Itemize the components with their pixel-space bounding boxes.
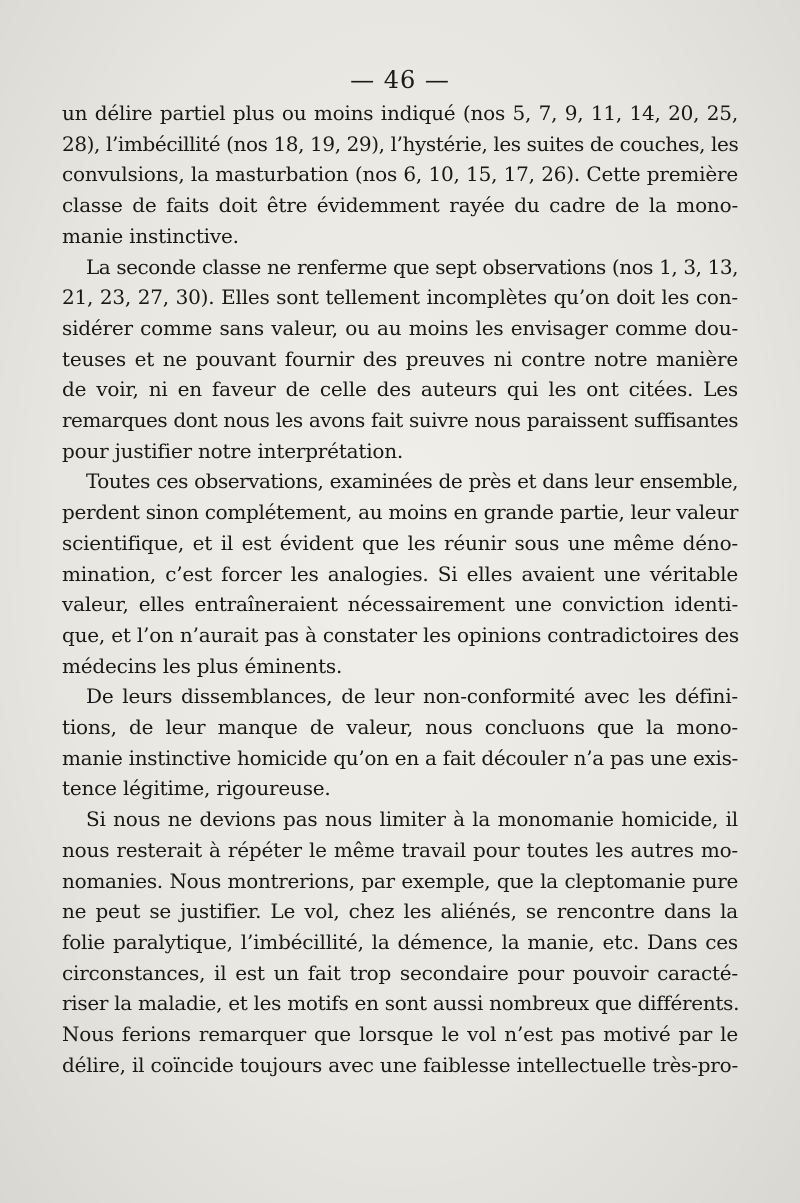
text-line: Nous ferions remarquer que lorsque le vol n’est pas motivé par le (62, 1022, 738, 1047)
text-line: nomanies. Nous montrerions, par exemple, que la cleptomanie pure (62, 868, 738, 893)
text-line: classe de faits doit être évidemment rayée du cadre de la mono- (62, 193, 738, 218)
text-line: perdent sinon complétement, au moins en grande partie, leur valeur (62, 500, 739, 525)
text-line: folie paralytique, l’imbécillité, la démence, la manie, etc. Dans ces (62, 929, 738, 954)
text-line: 21, 23, 27, 30). Elles sont tellement incomplètes qu’on doit les con- (62, 285, 738, 310)
text-line: que, et l’on n’aurait pas à constater les opinions contradictoires des (62, 622, 739, 647)
text-line: circonstances, il est un fait trop secondaire pour pouvoir caracté- (62, 960, 738, 985)
page-number: — 46 — (350, 66, 450, 94)
text-line: valeur, elles entraîneraient nécessairement une conviction identi- (62, 592, 738, 617)
text-line: 28), l’imbécillité (nos 18, 19, 29), l’hystérie, les suites de couches, les (62, 131, 739, 156)
text-line: mination, c’est forcer les analogies. Si elles avaient une véritable (62, 561, 738, 586)
text-line: sidérer comme sans valeur, ou au moins les envisager comme dou- (62, 315, 738, 340)
text-line: Si nous ne devions pas nous limiter à la monomanie homicide, il (86, 807, 738, 832)
text-line: De leurs dissemblances, de leur non-conformité avec les défini- (86, 684, 738, 709)
paragraph (62, 98, 738, 252)
text-line: La seconde classe ne renferme que sept observations (nos 1, 3, 13, (86, 254, 738, 279)
text-line: délire, il coïncide toujours avec une faiblesse intellectuelle très-pro- (62, 1052, 739, 1077)
text-line: riser la maladie, et les motifs en sont aussi nombreux que différents. (62, 991, 740, 1016)
text-line: convulsions, la masturbation (nos 6, 10, 15, 17, 26). Cette première (62, 162, 738, 187)
text-line: nous resterait à répéter le même travail pour toutes les autres mo- (62, 837, 738, 862)
body-text (62, 98, 738, 1081)
text-line: manie instinctive homicide qu’on en a fait découler n’a pas une exis- (62, 745, 738, 770)
text-line: pour justifier notre interprétation. (62, 438, 404, 463)
text-line: de voir, ni en faveur de celle des auteurs qui les ont citées. Les (62, 377, 738, 402)
text-line: teuses et ne pouvant fournir des preuves ni contre notre manière (62, 346, 738, 371)
text-line: médecins les plus éminents. (62, 653, 343, 678)
text-line: tence légitime, rigoureuse. (62, 776, 331, 801)
text-line: ne peut se justifier. Le vol, chez les aliénés, se rencontre dans la (62, 899, 738, 924)
paragraph (62, 252, 738, 467)
text-line: manie instinctive. (62, 223, 239, 248)
text-line: un délire partiel plus ou moins indiqué (nos 5, 7, 9, 11, 14, 20, 25, (62, 101, 738, 125)
text-line: remarques dont nous les avons fait suivre nous paraissent suffisantes (62, 408, 738, 433)
text-line: tions, de leur manque de valeur, nous concluons que la mono- (62, 715, 738, 740)
paragraph (62, 466, 738, 681)
text-line: Toutes ces observations, examinées de près et dans leur ensemble, (86, 469, 738, 494)
text-line: scientifique, et il est évident que les réunir sous une même déno- (62, 530, 738, 555)
paragraph (62, 804, 738, 1080)
paragraph (62, 681, 738, 804)
